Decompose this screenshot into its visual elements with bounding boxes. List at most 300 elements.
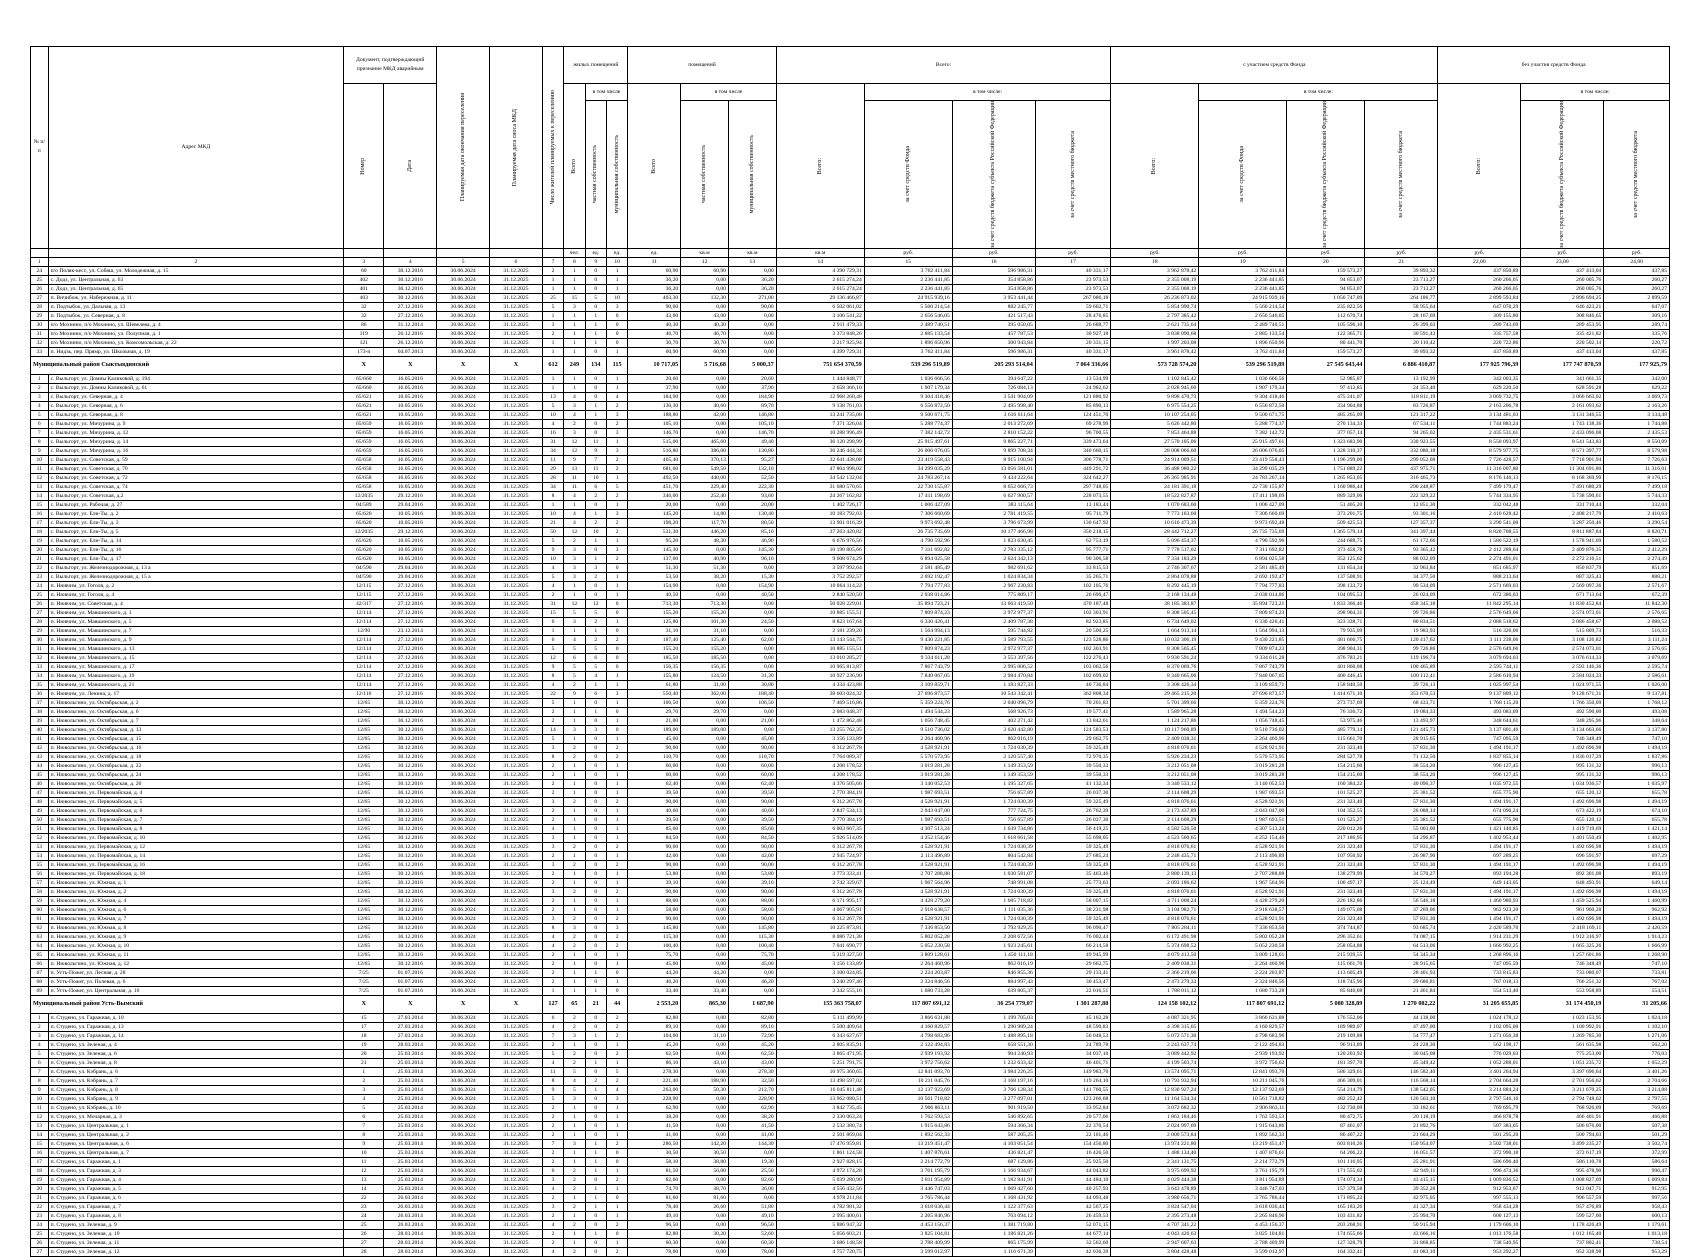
table-cell: 36	[31, 689, 49, 698]
table-cell: 8 340 665,06	[1111, 671, 1199, 680]
table-cell: 32	[31, 338, 49, 347]
table-cell: 1 036 666,56	[864, 374, 952, 383]
table-cell: 102 303,91	[1035, 644, 1111, 653]
table-cell: 34	[542, 482, 563, 491]
table-cell: 25.03.2014	[384, 1049, 437, 1058]
table-cell: 7 336 853,50	[1199, 923, 1287, 932]
table-cell: 12/114	[344, 671, 384, 680]
table-cell: 61,80	[628, 680, 681, 689]
table-cell: 3 597 992,64	[776, 563, 864, 572]
table-cell: 159 573,27	[1287, 266, 1365, 275]
table-cell: 737 802,41	[1521, 1238, 1604, 1247]
table-cell: 1	[564, 905, 585, 914]
table-cell: 34	[542, 446, 563, 455]
table-cell: 57 831,30	[1365, 887, 1438, 896]
table-cell: 1 056 748,45	[864, 716, 952, 725]
table-cell: 1	[564, 275, 585, 284]
table-cell: 88,00	[628, 896, 681, 905]
table-cell: чел.	[564, 248, 585, 257]
table-cell: п. Студено, ул. Гаражная, д. 4	[48, 1175, 344, 1184]
table-cell: 747,10	[1604, 959, 1670, 968]
table-cell: 2 984 470,84	[952, 671, 1035, 680]
table-cell: 89,70	[728, 401, 776, 410]
table-cell: 127 328,79	[1287, 1238, 1365, 1247]
table-cell: 10 927 236,90	[776, 671, 864, 680]
table-cell: 0,00	[681, 1103, 729, 1112]
table-cell: 3 984 226,25	[952, 1067, 1035, 1076]
table-cell: 25.03.2014	[384, 1157, 437, 1166]
table-cell: 29.12.2016	[384, 491, 437, 500]
table-cell: 1	[585, 311, 606, 320]
table-cell: 2	[564, 536, 585, 545]
nofund-budget-rf-header: за счет средств бюджета субъекта Российской Федерации	[1521, 101, 1604, 249]
table-cell: 45,00	[728, 959, 776, 968]
table-cell: 145,30	[728, 545, 776, 554]
table-cell: 0,00	[681, 581, 729, 590]
table-cell: 0,00	[681, 950, 729, 959]
table-cell: 30,20	[681, 1229, 729, 1238]
table-cell: 1 035 972,55	[1438, 779, 1521, 788]
table-cell: 7/25	[344, 968, 384, 977]
table-cell: 25.03.2014	[384, 1085, 437, 1094]
table-cell: 9 128 671,31	[1521, 689, 1604, 698]
table-cell: 145,20	[628, 509, 681, 518]
table-cell: 55 003,00	[1365, 824, 1438, 833]
table-cell: 56 048,53	[1035, 1031, 1111, 1040]
table-cell: 1	[564, 284, 585, 293]
table-cell: п. Нювчим, ул. Мавшинского, д. 5	[48, 617, 344, 626]
table-cell: 6	[542, 1013, 563, 1022]
table-cell: 25.03.2014	[384, 1112, 437, 1121]
table-cell: п. Студено, ул. Центральная, д. 1	[48, 1121, 344, 1130]
table-cell: 2 236 441,85	[864, 284, 952, 293]
table-cell	[384, 248, 437, 257]
table-cell: 50	[31, 815, 49, 824]
table-cell: 16.05.2016	[384, 464, 437, 473]
table-cell: 154,90	[628, 581, 681, 590]
table-cell: 23.12.2014	[384, 626, 437, 635]
table-cell: 1 751 889,22	[1287, 464, 1365, 473]
table-cell: 395 050,05	[952, 320, 1035, 329]
table-cell: 125,80	[628, 617, 681, 626]
table-cell: 45,00	[628, 959, 681, 968]
table-cell: 26 037,30	[1035, 815, 1111, 824]
table-cell: 0	[585, 761, 606, 770]
table-cell: 10	[606, 257, 627, 266]
table-cell: 437 850,89	[1438, 266, 1521, 275]
table-cell: 7 794 777,83	[1199, 581, 1287, 590]
table-cell: 11 316,01	[1604, 464, 1670, 473]
table-cell: 0,00	[681, 743, 729, 752]
table-cell: 31.12.2014	[384, 320, 437, 329]
table-cell: 2	[564, 1175, 585, 1184]
table-cell: 4 528 921,91	[864, 743, 952, 752]
table-cell: 20 577,06	[1035, 1112, 1111, 1121]
table-cell: 82,60	[628, 1175, 681, 1184]
table-cell: 88,00	[728, 896, 776, 905]
table-cell: 31.12.2025	[490, 716, 543, 725]
table-cell: 58,00	[628, 905, 681, 914]
table-cell: 26,60	[681, 1202, 729, 1211]
table-cell: 290 248,87	[1365, 482, 1438, 491]
table-cell: 554 513,40	[1438, 986, 1521, 995]
table-cell: 10 543 342,41	[952, 689, 1035, 698]
table-cell: 8 652 666,73	[952, 482, 1035, 491]
table-cell: 2 615 274,24	[776, 284, 864, 293]
table-cell: 3 089 442,92	[1111, 1049, 1199, 1058]
table-cell: 13 241 735,08	[776, 410, 864, 419]
table-cell: 39,50	[728, 815, 776, 824]
table-cell: 1	[585, 1157, 606, 1166]
table-cell: 11	[31, 464, 49, 473]
table-cell: 7 306 660,69	[864, 509, 952, 518]
table-cell: 2 330 063,24	[776, 1112, 864, 1121]
table-cell: 8 176 146,13	[1438, 473, 1521, 482]
table-cell: 31.12.2025	[490, 986, 543, 995]
table-cell: 0,00	[681, 734, 729, 743]
table-cell: 0,00	[728, 725, 776, 734]
table-cell: 2 656 546,05	[864, 311, 952, 320]
table-cell: 30.06.2024	[437, 311, 490, 320]
table-cell: 30.12.2016	[384, 941, 437, 950]
table-cell: 19	[344, 1040, 384, 1049]
table-cell: 996,13	[1604, 770, 1670, 779]
table-cell: 1	[564, 581, 585, 590]
table-cell: 9	[564, 455, 585, 464]
table-cell: 1	[564, 1121, 585, 1130]
table-cell: 48	[31, 797, 49, 806]
table-cell: 28 915,65	[1365, 959, 1438, 968]
table-cell: 10.05.2016	[384, 536, 437, 545]
table-cell: 2 788 409,99	[1199, 1238, 1287, 1247]
table-cell: 31,10	[628, 626, 681, 635]
table-cell: 5	[542, 572, 563, 581]
table-cell: 13	[564, 464, 585, 473]
table-cell: 2	[542, 716, 563, 725]
table-cell: 1 124 217,86	[1111, 716, 1199, 725]
table-cell: 0	[606, 968, 627, 977]
table-cell: 2	[606, 401, 627, 410]
table-cell: 15,30	[728, 572, 776, 581]
table-cell: 5	[564, 1067, 585, 1076]
table-cell: 1	[606, 473, 627, 482]
table-cell: 260,27	[1604, 284, 1670, 293]
table-cell: 60,90	[628, 347, 681, 356]
table-cell: 1 052,29	[1604, 1058, 1670, 1067]
table-cell: 0,00	[681, 419, 729, 428]
table-cell: 15	[542, 608, 563, 617]
table-cell: 1	[564, 590, 585, 599]
table-cell: 1	[542, 311, 563, 320]
table-cell: 15	[31, 1139, 49, 1148]
table-cell: 7	[585, 455, 606, 464]
table-cell: 953 292,27	[1438, 1247, 1521, 1256]
table-cell: 2	[606, 1022, 627, 1031]
table-cell: 0,00	[681, 1049, 729, 1058]
table-cell: 115 661,70	[1287, 734, 1365, 743]
table-cell: 1 268 896,16	[1438, 950, 1521, 959]
table-cell: 45,00	[728, 734, 776, 743]
table-row	[31, 626, 1670, 635]
table-cell: 176 552,06	[1287, 1013, 1365, 1022]
table-cell: 10.05.2016	[384, 401, 437, 410]
table-cell: 2 113 496,89	[864, 851, 952, 860]
table-cell: 30.12.2016	[384, 275, 437, 284]
table-cell: 28 167,69	[1365, 311, 1438, 320]
table-cell: 30.06.2024	[437, 959, 490, 968]
table-cell: 2 595 744,11	[1438, 662, 1521, 671]
table-cell: 34 542 132,04	[776, 473, 864, 482]
table-cell: 398 904,31	[1287, 644, 1365, 653]
table-cell: 3 104 982,71	[1111, 905, 1199, 914]
table-cell: 2	[606, 842, 627, 851]
table-cell: 30.06.2024	[437, 707, 490, 716]
table-cell: 0	[585, 545, 606, 554]
table-cell: 5	[542, 734, 563, 743]
table-cell: 4	[542, 1247, 563, 1256]
table-cell: 31.12.2025	[490, 635, 543, 644]
table-cell: 113 605,49	[1287, 968, 1365, 977]
table-cell: 14	[344, 1184, 384, 1193]
table-cell: 0	[585, 1130, 606, 1139]
table-cell: 31.12.2025	[490, 419, 543, 428]
table-cell: 2 581 485,49	[1199, 563, 1287, 572]
table-cell: 30.06.2024	[437, 446, 490, 455]
table-cell: 901 919,50	[952, 1103, 1035, 1112]
table-cell: 2 945 724,97	[776, 851, 864, 860]
table-cell: 90,00	[628, 860, 681, 869]
table-cell: 101,30	[681, 617, 729, 626]
table-cell: 697 289,25	[1438, 851, 1521, 860]
table-cell: 30.06.2024	[437, 734, 490, 743]
table-cell: 2	[542, 770, 563, 779]
table-cell: 3	[542, 833, 563, 842]
table-cell: 1	[606, 437, 627, 446]
table-cell: 20,00	[728, 500, 776, 509]
table-cell: 2 324 846,56	[1199, 977, 1287, 986]
table-cell: 10 032 306,19	[1111, 635, 1199, 644]
table-cell: 2 501 869,04	[776, 1130, 864, 1139]
table-cell: 3 111,24	[1604, 635, 1670, 644]
table-cell: 2	[542, 959, 563, 968]
table-cell: 884 997,43	[952, 977, 1035, 986]
table-cell: 31.12.2025	[490, 545, 543, 554]
table-cell: 1 102 095,00	[1438, 1022, 1521, 1031]
table-cell: 70 201,83	[1035, 698, 1111, 707]
table-cell: 0	[585, 788, 606, 797]
table-cell: 9 137 809,12	[1438, 689, 1521, 698]
table-cell: 2 114 608,29	[1111, 788, 1199, 797]
table-cell: 0	[585, 284, 606, 293]
table-cell: 1	[564, 698, 585, 707]
table-cell: 332 042,48	[1438, 500, 1521, 509]
table-cell: 0	[585, 860, 606, 869]
table-cell: 961 960,28	[1521, 905, 1604, 914]
table-cell: 23	[31, 1211, 49, 1220]
table-cell	[437, 248, 490, 257]
table-cell: 217 186,95	[1287, 833, 1365, 842]
table-cell: 655 120,12	[1521, 788, 1604, 797]
table-cell: 4	[542, 581, 563, 590]
table-cell: 95,20	[628, 536, 681, 545]
table-cell: 516,33	[1604, 626, 1670, 635]
table-cell: 50 915,94	[1365, 1220, 1438, 1229]
table-cell: 4 818 076,61	[1111, 797, 1199, 806]
table-cell: 398 904,31	[1287, 608, 1365, 617]
table-cell: 2 788 409,99	[864, 1238, 952, 1247]
table-cell: 12/2035	[344, 491, 384, 500]
table-cell: 20,00	[628, 500, 681, 509]
table-cell: 2	[585, 1076, 606, 1085]
table-cell: 24 783 267,14	[864, 473, 952, 482]
table-cell: 24	[31, 266, 49, 275]
table-cell: 5 374 698,52	[1111, 941, 1199, 950]
table-cell: 149 983,70	[1035, 1067, 1111, 1076]
table-cell: 1 149 353,59	[952, 770, 1035, 779]
table-cell: 2	[564, 860, 585, 869]
table-cell: 60,90	[628, 266, 681, 275]
table-cell: 30	[31, 320, 49, 329]
table-cell: 31.12.2025	[490, 941, 543, 950]
table-cell: 13 974 221,80	[1111, 1139, 1199, 1148]
table-cell: 6 894 025,58	[1199, 554, 1287, 563]
table-row	[31, 410, 1670, 419]
table-cell: 81,60	[681, 1193, 729, 1202]
table-cell: 1	[606, 500, 627, 509]
table-cell: 7 805 284,11	[1111, 923, 1199, 932]
table-cell: 64 513,06	[1365, 941, 1438, 950]
table-row	[31, 752, 1670, 761]
table-cell: п. Студено, ул. Гаражная, д. 5	[48, 1184, 344, 1193]
table-cell: 32	[344, 311, 384, 320]
table-cell: 3	[606, 446, 627, 455]
table-cell: 6 886 410,87	[1365, 356, 1438, 374]
table-cell: 2 571,67	[1604, 581, 1670, 590]
table-cell: 2	[606, 491, 627, 500]
table-cell: 60,00	[628, 770, 681, 779]
table-cell: 52	[31, 833, 49, 842]
table-cell: 32	[344, 302, 384, 311]
table-cell: 105,10	[628, 419, 681, 428]
table-cell: 39 550,33	[1035, 761, 1111, 770]
table-cell: 2	[606, 941, 627, 950]
table-cell: 3 109 859,71	[864, 680, 952, 689]
table-cell: 1	[585, 509, 606, 518]
table-cell: 30.06.2024	[437, 698, 490, 707]
table-cell: 0	[585, 959, 606, 968]
table-row	[31, 779, 1670, 788]
table-cell: 31.12.2025	[490, 1094, 543, 1103]
table-cell: 2 395 273,48	[1111, 1211, 1199, 1220]
table-cell: 862 016,19	[952, 734, 1035, 743]
table-cell: 747 095,59	[1438, 734, 1521, 743]
table-cell: 6 676 976,56	[776, 536, 864, 545]
table-cell: 0,00	[681, 500, 729, 509]
table-cell: 2	[542, 896, 563, 905]
table-row	[31, 1193, 1670, 1202]
table-cell: 31.12.2025	[490, 563, 543, 572]
table-cell: 25.03.2014	[384, 1166, 437, 1175]
table-cell: 101 116,95	[1287, 1157, 1365, 1166]
table-cell: 46 401,71	[1035, 1058, 1111, 1067]
table-cell: 31.12.2025	[490, 968, 543, 977]
table-cell: 0	[585, 1049, 606, 1058]
table-cell: 6	[31, 419, 49, 428]
table-cell: 8 571 397,77	[1521, 446, 1604, 455]
col-doc-number-header: Номер	[344, 84, 384, 249]
table-cell: 655,78	[1604, 788, 1670, 797]
table-cell: 16 045 811,48	[776, 1085, 864, 1094]
table-cell: 19 983,93	[1365, 626, 1438, 635]
table-cell: 2 797 546,16	[1438, 1094, 1521, 1103]
table-row	[31, 842, 1670, 851]
table-cell: п/о Мохнино, п/о Мохнино, ул. Полупная, д. 1	[48, 329, 344, 338]
table-cell: 2 272 216,51	[1521, 554, 1604, 563]
table-cell: 0	[606, 329, 627, 338]
table-cell: 3 214,88	[1604, 1085, 1670, 1094]
table-cell: 86 407,22	[1287, 1130, 1365, 1139]
table-cell: 27	[344, 1238, 384, 1247]
table-cell: 746 348,49	[1521, 734, 1604, 743]
table-cell: 4 582 526,50	[1111, 824, 1199, 833]
table-cell: 26 365 985,91	[1111, 473, 1199, 482]
table-cell: 681,60	[628, 464, 681, 473]
table-cell: 5 886 947,32	[776, 1220, 864, 1229]
table-row	[31, 392, 1670, 401]
table-cell: руб.	[1035, 248, 1111, 257]
table-cell	[48, 248, 344, 257]
table-cell: 25	[31, 590, 49, 599]
table-row	[31, 743, 1670, 752]
table-cell: 4 528 921,91	[1199, 914, 1287, 923]
table-row	[31, 284, 1670, 293]
table-cell: 1	[564, 347, 585, 356]
table-cell: 31.12.2025	[490, 455, 543, 464]
table-cell: 1 743 138,36	[1521, 419, 1604, 428]
table-cell: 2 274,49	[1604, 554, 1670, 563]
table-cell: 3 811 954,89	[864, 1175, 952, 1184]
table-cell: 22	[344, 1193, 384, 1202]
table-cell: 0	[585, 1040, 606, 1049]
table-cell: 78,40	[628, 1202, 681, 1211]
table-cell: 53,80	[628, 869, 681, 878]
table-cell: 41 327,34	[1365, 1202, 1438, 1211]
table-cell: 2 435 531,61	[1438, 428, 1521, 437]
table-row	[31, 329, 1670, 338]
table-cell: 31.12.2025	[490, 779, 543, 788]
table-cell: 30.12.2016	[384, 743, 437, 752]
table-cell: 132,10	[728, 464, 776, 473]
table-cell: 888 213,64	[1438, 572, 1521, 581]
table-cell: 713,30	[681, 599, 729, 608]
table-cell: 104,00	[628, 1031, 681, 1040]
table-cell: 573 728 574,20	[1111, 356, 1199, 374]
table-cell: 13	[344, 1175, 384, 1184]
table-cell: п. Усть-Пожег, ул. Центральная, д. 16	[48, 986, 344, 995]
table-cell: 31.12.2025	[490, 950, 543, 959]
table-cell: 12	[564, 527, 585, 536]
table-cell: 31.12.2025	[490, 653, 543, 662]
table-row	[31, 797, 1670, 806]
table-cell: 29 662,75	[1035, 959, 1111, 968]
table-cell: 21 892,76	[1365, 1121, 1438, 1130]
col-without-fund-header: без участия средств Фонда	[1438, 47, 1670, 84]
table-cell: 30.06.2024	[437, 1049, 490, 1058]
table-row	[31, 923, 1670, 932]
table-cell: 25.03.2014	[384, 1184, 437, 1193]
table-cell: 3	[564, 1094, 585, 1103]
table-cell: 26.12.2016	[384, 338, 437, 347]
